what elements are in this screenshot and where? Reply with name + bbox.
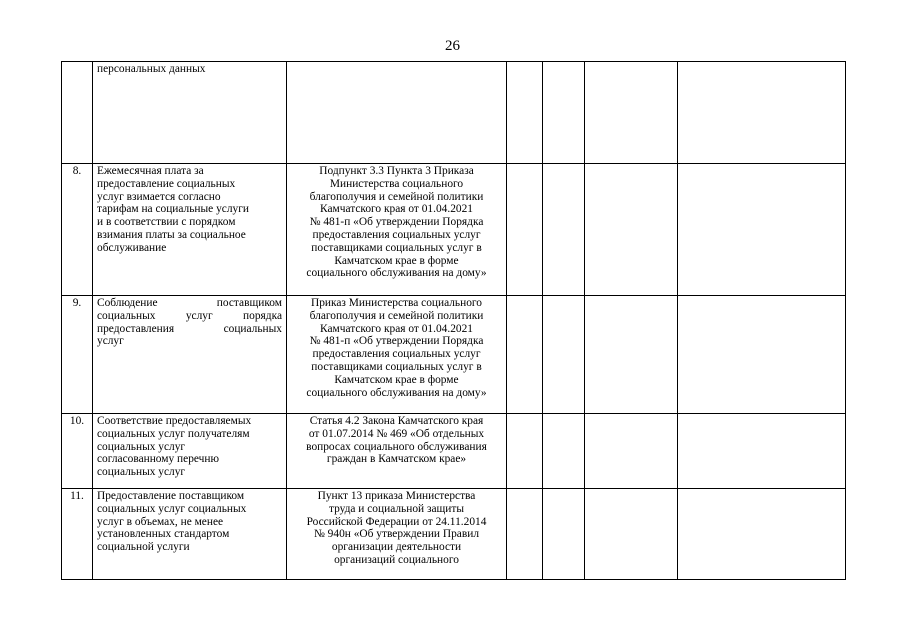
legal-act-line: поставщиками социальных услуг в [311, 360, 482, 373]
requirement-line: обслуживание [97, 241, 167, 254]
answer-no-cell [543, 164, 585, 296]
legal-act-cell [287, 414, 507, 489]
answer-yes-cell [507, 296, 543, 414]
requirement-line: социальных услуг получателям [97, 427, 250, 440]
legal-act-line: благополучия и семейной политики [309, 309, 484, 322]
table-row [62, 164, 846, 296]
requirement-line: установленных стандартом [97, 528, 230, 541]
legal-act-cell [287, 296, 507, 414]
answer-yes-cell [507, 62, 543, 164]
requirement-line: Предоставление поставщиком [97, 490, 245, 502]
requirement-cell [93, 414, 287, 489]
legal-act-line: Камчатского края от 01.04.2021 [320, 203, 473, 216]
not-applicable-cell [585, 489, 678, 580]
requirement-cell [93, 62, 287, 164]
legal-act-line: труда и социальной защиты [328, 502, 465, 515]
legal-act-line: поставщиками социальных услуг в [311, 241, 482, 254]
legal-act-line: Подпункт 3.3 Пункта 3 Приказа [319, 165, 474, 177]
note-cell [678, 164, 846, 296]
legal-act-line: социального обслуживания на дому» [306, 386, 487, 399]
legal-act-line: Камчатском крае в форме [334, 254, 459, 267]
not-applicable-cell [585, 62, 678, 164]
requirement-line: предоставление социальных [97, 177, 236, 190]
requirement-line: Соблюдение поставщиком [97, 297, 282, 309]
requirement-line: Ежемесячная плата за [97, 165, 204, 177]
requirement-line: социальных услуг социальных [97, 502, 247, 515]
not-applicable-cell [585, 414, 678, 489]
row-number: 10. [62, 414, 93, 489]
requirement-line: взимания платы за социальное [97, 228, 246, 241]
requirement-cell [93, 296, 287, 414]
requirement-line: услуг [97, 335, 124, 348]
not-applicable-cell [585, 164, 678, 296]
requirement-cell [93, 164, 287, 296]
row-number: 9. [62, 296, 93, 414]
answer-yes-cell [507, 164, 543, 296]
legal-act-line: Камчатском крае в форме [334, 373, 459, 386]
row-number: 8. [62, 164, 93, 296]
requirement-line: предоставления социальных [97, 322, 282, 335]
legal-act-line: предоставления социальных услуг [312, 348, 481, 361]
legal-act-line: Статья 4.2 Закона Камчатского края [309, 415, 484, 427]
note-cell [678, 62, 846, 164]
legal-act-line: № 481-п «Об утверждении Порядка [309, 216, 484, 229]
note-cell [678, 489, 846, 580]
note-cell [678, 414, 846, 489]
requirement-line: персональных данных [97, 63, 206, 75]
requirement-line: социальных услуг порядка [97, 309, 282, 322]
note-cell [678, 296, 846, 414]
legal-act-line: Камчатского края от 01.04.2021 [320, 322, 473, 335]
legal-act-line: организаций социального [334, 553, 459, 566]
legal-act-line: социального обслуживания на дому» [306, 267, 487, 280]
not-applicable-cell [585, 296, 678, 414]
legal-act-line: Приказ Министерства социального [311, 297, 482, 309]
answer-yes-cell [507, 414, 543, 489]
requirement-line: и в соответствии с порядком [97, 216, 236, 229]
legal-act-line: № 940н «Об утверждении Правил [313, 528, 480, 541]
legal-act-line: благополучия и семейной политики [309, 190, 484, 203]
table-row [62, 62, 846, 164]
row-number: 11. [62, 489, 93, 580]
requirement-cell [93, 489, 287, 580]
requirement-line: услуг взимается согласно [97, 190, 221, 203]
legal-act-cell [287, 62, 507, 164]
table-row [62, 296, 846, 414]
row-number [62, 62, 93, 164]
requirement-line: социальных услуг [97, 466, 186, 479]
table-row [62, 489, 846, 580]
requirement-line: Соответствие предоставляемых [97, 415, 252, 427]
legal-act-line: предоставления социальных услуг [312, 228, 481, 241]
legal-act-line: Пункт 13 приказа Министерства [317, 490, 476, 502]
answer-no-cell [543, 296, 585, 414]
checklist-table [61, 61, 846, 580]
legal-act-line: граждан в Камчатском крае» [326, 453, 467, 466]
legal-act-line: вопросах социального обслуживания [306, 440, 487, 453]
legal-act-line: Министерства социального [329, 177, 464, 190]
requirement-line: тарифам на социальные услуги [97, 203, 249, 216]
legal-act-line: № 481-п «Об утверждении Порядка [309, 335, 484, 348]
page-number: 26 [445, 38, 460, 54]
requirement-line: согласованному перечню [97, 453, 219, 466]
legal-act-cell [287, 489, 507, 580]
answer-no-cell [543, 489, 585, 580]
legal-act-line: от 01.07.2014 № 469 «Об отдельных [308, 427, 485, 440]
requirement-line: социальных услуг [97, 440, 186, 453]
table-row [62, 414, 846, 489]
requirement-line: услуг в объемах, не менее [97, 515, 224, 528]
legal-act-cell [287, 164, 507, 296]
answer-no-cell [543, 62, 585, 164]
legal-act-line: организации деятельности [331, 541, 462, 554]
answer-no-cell [543, 414, 585, 489]
answer-yes-cell [507, 489, 543, 580]
requirement-line: социальной услуги [97, 541, 190, 554]
legal-act-line: Российской Федерации от 24.11.2014 [306, 515, 487, 528]
